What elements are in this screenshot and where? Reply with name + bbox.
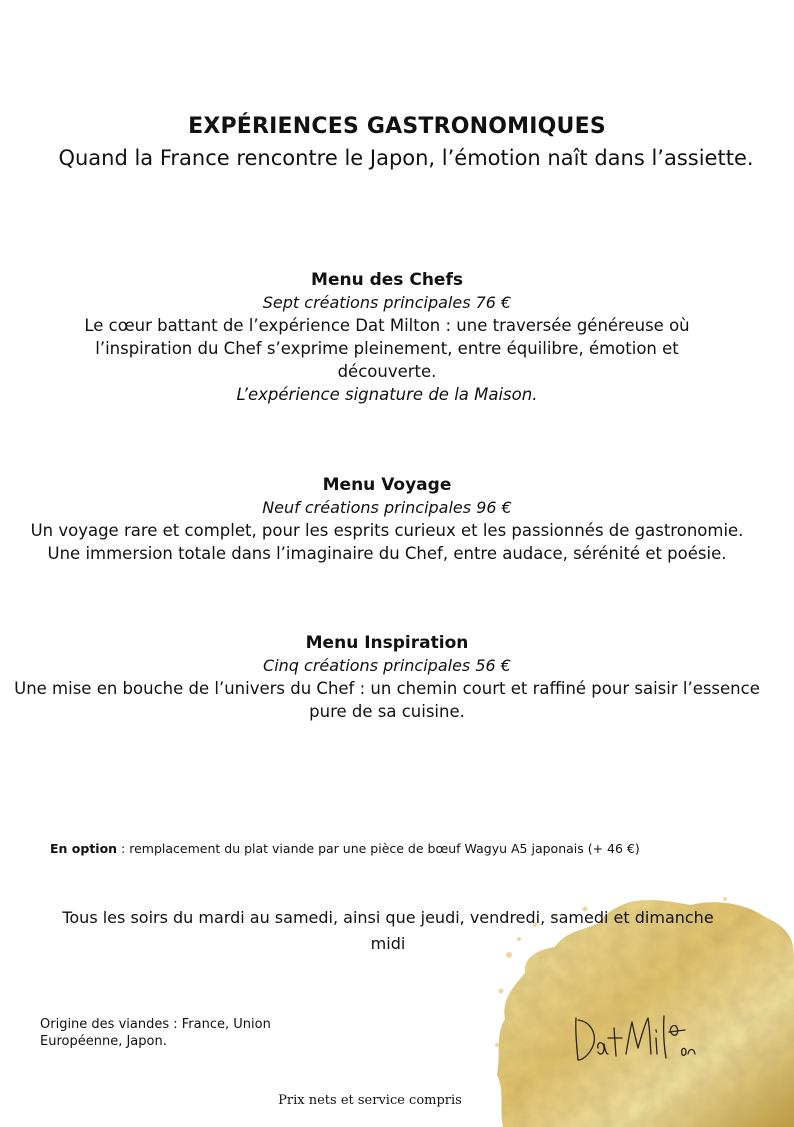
footer-note: Prix nets et service compris [278,1093,462,1108]
menu-signature-line: L’expérience signature de la Maison. [236,385,538,404]
menu-price-line: Sept créations principales 76 € [262,293,512,312]
menu-block-inspiration [0,632,774,723]
meat-origin-note: Origine des viandes : France, Union Européenne, Japon. [40,1017,271,1049]
menu-description: Le cœur battant de l’expérience Dat Milton : une traversée généreuse où l’inspiration du Chef s’exprime pleinement, entre équilibre, émotion et découverte. [84,316,690,381]
schedule-note: Tous les soirs du mardi au samedi, ainsi que jeudi, vendredi, samedi et dimanche midi [62,908,714,953]
menu-description: Un voyage rare et complet, pour les esprits curieux et les passionnés de gastronomie. Une immersion totale dans l’imaginaire du Chef, entre audace, sérénité et poésie. [30,521,744,563]
page-title: EXPÉRIENCES GASTRONOMIQUES [188,114,606,139]
menu-price-line: Cinq créations principales 56 € [263,656,511,675]
option-text: : remplacement du plat viande par une pièce de bœuf Wagyu A5 japonais (+ 46 €) [117,841,640,856]
menu-name: Menu Voyage [322,475,452,495]
menu-description: Une mise en bouche de l’univers du Chef : un chemin court et raffiné pour saisir l’essence pure de sa cuisine. [14,679,760,721]
menu-name: Menu Inspiration [305,633,469,653]
menu-name: Menu des Chefs [311,270,463,290]
menu-price-line: Neuf créations principales 96 € [262,498,512,517]
option-note [50,841,640,856]
menu-block-voyage [0,474,774,565]
option-label: En option [50,841,118,856]
page-subtitle: Quand la France rencontre le Japon, l’émotion naît dans l’assiette. [58,146,754,170]
menu-block-chefs [0,269,774,406]
handwritten-signature-logo [568,1008,698,1068]
